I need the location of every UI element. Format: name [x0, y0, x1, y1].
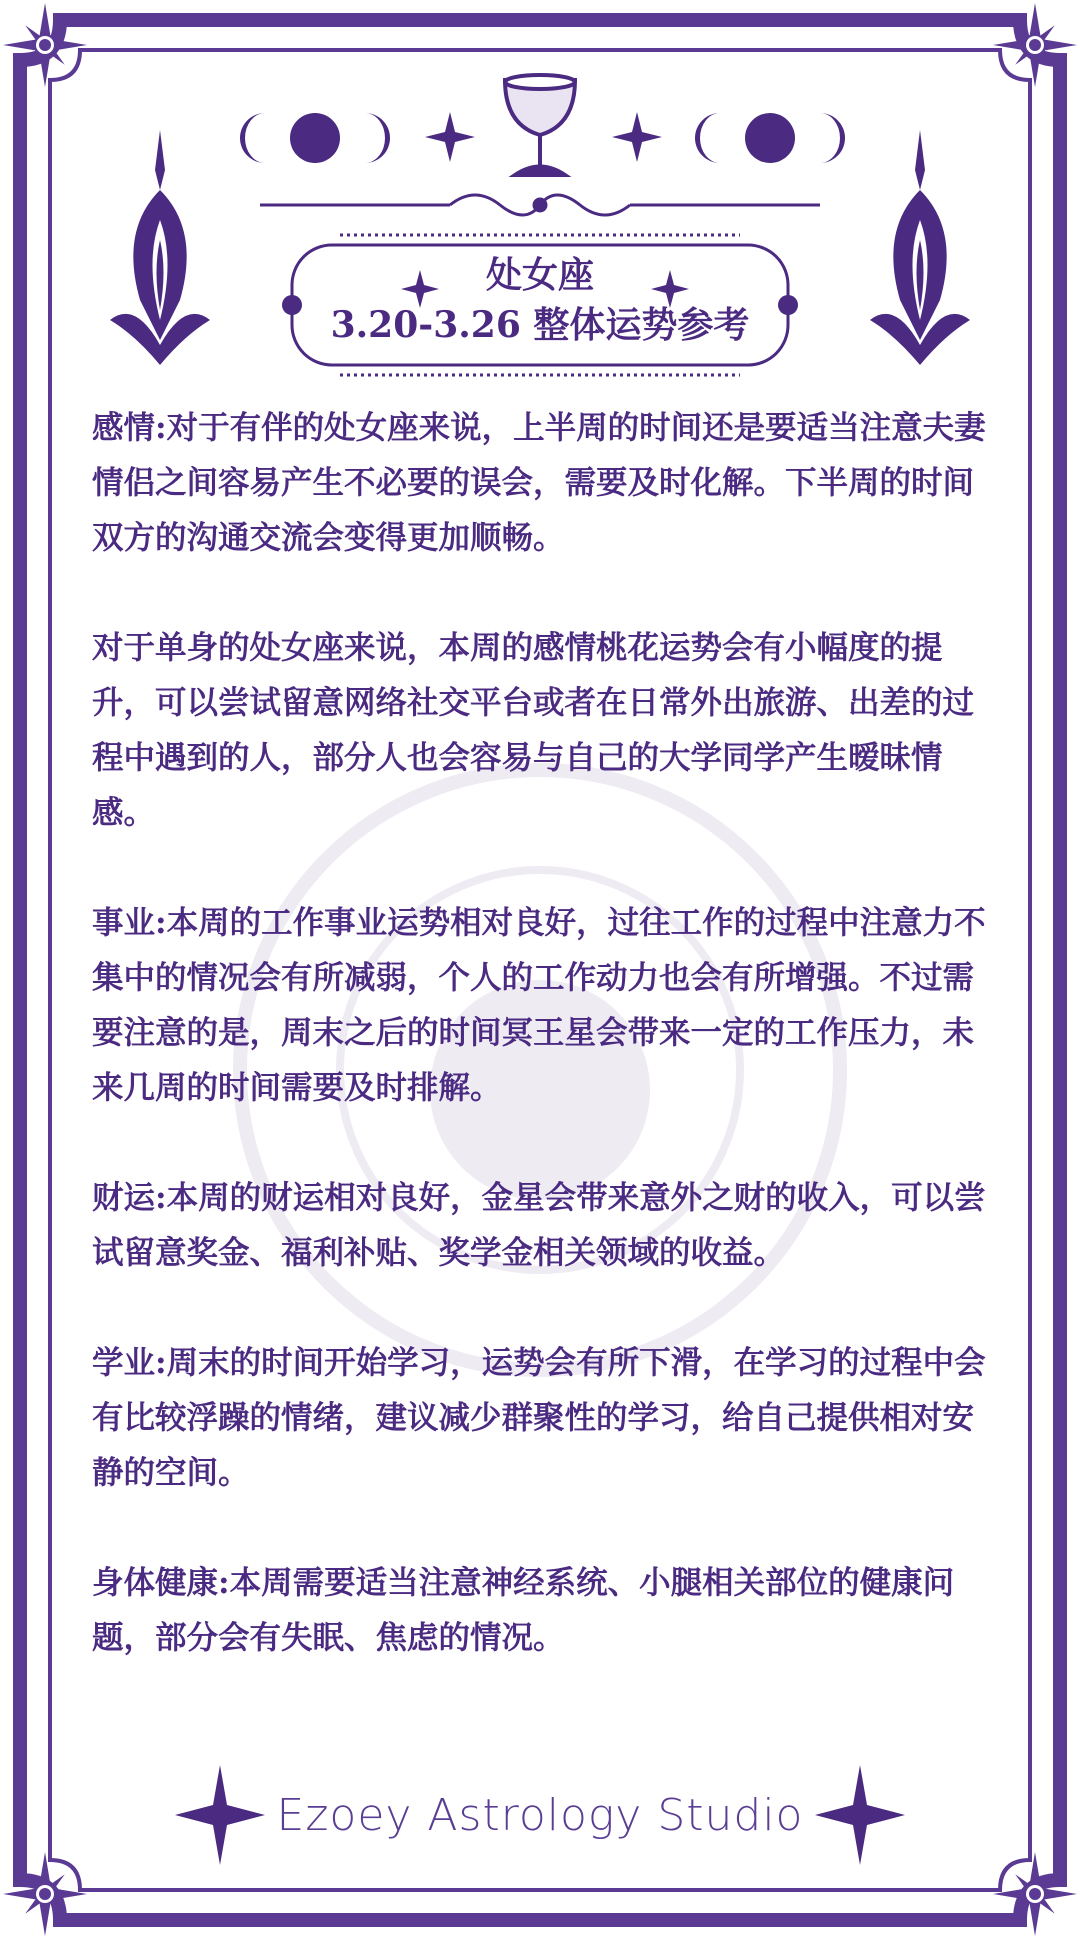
moon-phase-icon	[690, 108, 850, 168]
sparkle-icon	[815, 1765, 905, 1865]
page-subtitle: 3.20-3.26 整体运势参考	[330, 304, 750, 346]
section-health: 身体健康:本周需要适当注意神经系统、小腿相关部位的健康问题，部分会有失眠、焦虑的情况。	[92, 1564, 955, 1656]
sparkle-icon	[175, 1765, 265, 1865]
section-wealth: 财运:本周的财运相对良好，金星会带来意外之财的收入，可以尝试留意奖金、福利补贴、奖学金相关领域的收益。	[92, 1179, 986, 1271]
horoscope-content	[92, 400, 992, 1720]
footer-brand: Ezoey Astrology Studio	[276, 1790, 804, 1841]
section-career: 事业:本周的工作事业运势相对良好，过往工作的过程中注意力不集中的情况会有所减弱，个人的工作动力也会有所增强。不过需要注意的是，周末之后的时间冥王星会带来一定的工作压力，未来几周的时间需要及时排解。	[92, 904, 986, 1106]
starburst-icon	[0, 1849, 90, 1939]
section-love-single: 对于单身的处女座来说，本周的感情桃花运势会有小幅度的提升，可以尝试留意网络社交平台或者在日常外出旅游、出差的过程中遇到的人，部分人也会容易与自己的大学同学产生暧昧情感。	[92, 629, 975, 831]
scroll-ornament-icon	[260, 185, 820, 225]
lotus-ornament-icon	[105, 130, 215, 370]
title-block	[300, 250, 780, 360]
starburst-icon	[990, 0, 1080, 90]
moon-phase-icon	[235, 108, 395, 168]
section-study: 学业:周末的时间开始学习，运势会有所下滑，在学习的过程中会有比较浮躁的情绪，建议减少群聚性的学习，给自己提供相对安静的空间。	[92, 1344, 986, 1491]
lotus-ornament-icon	[865, 130, 975, 370]
sparkle-icon	[425, 112, 475, 162]
starburst-icon	[990, 1849, 1080, 1939]
section-love-partnered: 感情:对于有伴的处女座来说，上半周的时间还是要适当注意夫妻情侣之间容易产生不必要的误会，需要及时化解。下半周的时间双方的沟通交流会变得更加顺畅。	[92, 409, 986, 556]
page-title: 处女座	[485, 254, 594, 296]
starburst-icon	[0, 0, 90, 90]
sparkle-icon	[612, 112, 662, 162]
chalice-icon	[490, 70, 590, 185]
